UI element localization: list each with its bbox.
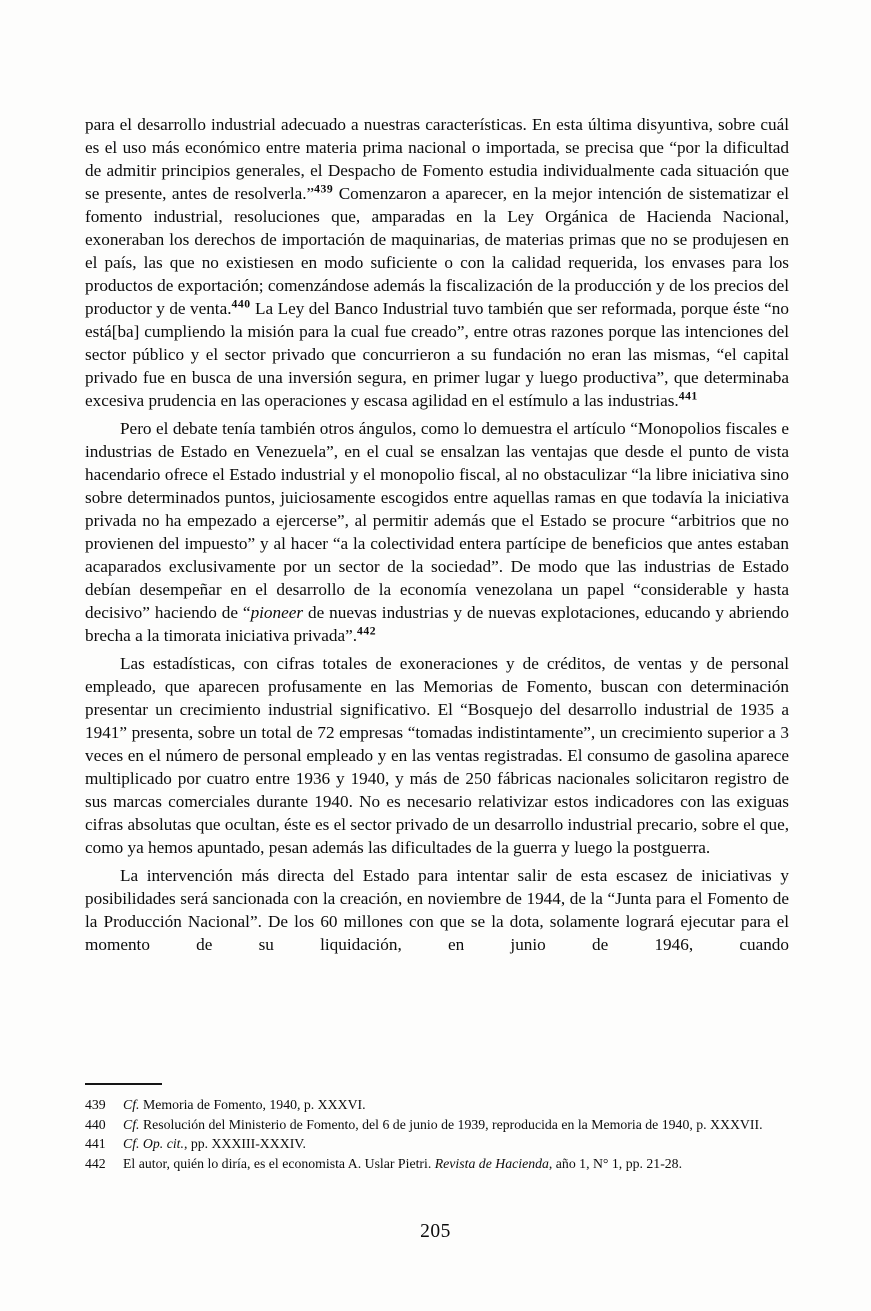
footnote-text <box>123 1134 792 1154</box>
footnote-text <box>123 1154 792 1174</box>
text-run: La Ley del Banco Industrial tuvo también que ser reformada, porque éste “no está[ba] cumpliendo la misión para la cual fue creado”, entre otras razones porque las intenciones del sector público y el sector privado que concurrieron a su fundación no eran las mismas, “el capital privado fue en busca de una inversión segura, en primer lugar y luego productiva”, que determinaba excesiva prudencia en las operaciones y escasa agilidad en el estímulo a las industrias. <box>85 299 789 410</box>
footnote-item <box>85 1134 792 1154</box>
footnote-ref: 441 <box>678 389 698 403</box>
text-run: para el desarrollo industrial adecuado a nuestras características. En esta última disyuntiva, sobre cuál es el uso más económico entre materia prima nacional o importada, se precisa que “por la dificultad de admitir principios generales, el Despacho de Fomento estudia individualmente cada situación que se presente, antes de resolverla.” <box>85 115 789 203</box>
paragraph <box>85 652 789 859</box>
footnote-ref: 439 <box>314 182 334 196</box>
footnote-number: 440 <box>85 1116 106 1132</box>
footnote-item <box>85 1154 792 1174</box>
text-run: , pp. XXXIII-XXXIV. <box>183 1136 306 1151</box>
paragraph <box>85 864 789 956</box>
footnote-number: 441 <box>85 1136 106 1151</box>
footnote-divider <box>85 1083 162 1085</box>
text-run: Comenzaron a aparecer, en la mejor intención de sistematizar el fomento industrial, resoluciones que, amparadas en la Ley Orgánica de Hacienda Nacional, exoneraban los derechos de importación de maquinarias, de materias primas que no se produjesen en el país, las que no existiesen en modo suficiente o con la calidad requerida, los envases para los productos de exportación; comenzándose además la fiscalización de la producción y de los precios del productor y de venta. <box>85 184 789 318</box>
footnote-list <box>85 1095 792 1173</box>
footnote-item <box>85 1115 792 1135</box>
footnote-ref: 440 <box>231 297 251 311</box>
page-number: 205 <box>420 1221 451 1242</box>
text-run: de nuevas industrias y de nuevas explotaciones, educando y abriendo brecha a la timorata iniciativa privada”. <box>85 603 789 645</box>
text-run: , año 1, N° 1, pp. 21-28. <box>548 1155 683 1171</box>
paragraph <box>85 417 789 647</box>
footnote-text <box>123 1095 792 1115</box>
italic-text: pioneer <box>250 603 304 622</box>
footnote-number: 442 <box>85 1155 106 1171</box>
text-run: El autor, quién lo diría, es el economista A. Uslar Pietri. <box>123 1155 435 1171</box>
italic-text: Cf. <box>123 1097 140 1112</box>
body-paragraphs <box>85 113 789 961</box>
footnote-ref: 442 <box>357 624 377 638</box>
italic-text: Cf. <box>123 1116 140 1132</box>
italic-text: Revista de Hacienda <box>434 1155 549 1171</box>
text-run: La intervención más directa del Estado para intentar salir de esta escasez de iniciativas y posibilidades será sancionada con la creación, en noviembre de 1944, de la “Junta para el Fomento de la Producción Nacional”. De los 60 millones con que se la dota, solamente logrará ejecutar para el momento de su liquidación, en junio de 1946, cuando <box>85 866 789 954</box>
text-run: Memoria de Fomento, 1940, p. XXXVI. <box>139 1097 366 1112</box>
text-run: Resolución del Ministerio de Fomento, del 6 de junio de 1939, reproducida en la Memoria de 1940, p. XXXVII. <box>139 1116 763 1132</box>
footnote-number: 439 <box>85 1097 106 1112</box>
paragraph <box>85 113 789 412</box>
footnote-item <box>85 1095 792 1115</box>
italic-text: Cf. Op. cit. <box>123 1136 184 1151</box>
text-run: Pero el debate tenía también otros ángulos, como lo demuestra el artículo “Monopolios fiscales e industrias de Estado en Venezuela”, en el cual se ensalzan las ventajas que desde el punto de vista hacendario ofrece el Estado industrial y el monopolio fiscal, al no obstaculizar “la libre iniciativa sino sobre determinados puntos, juiciosamente escogidos entre aquellas ramas en que todavía la iniciativa privada no ha empezado a ejercerse”, al permitir además que el Estado se procure “arbitrios que no provienen del impuesto” y al hacer “a la colectividad entera partícipe de beneficios que antes estaban acaparados exclusivamente por un sector de la sociedad”. De modo que las industrias de Estado debían desempeñar en el desarrollo de la economía venezolana un papel “considerable y hasta decisivo” haciendo de “ <box>85 419 789 622</box>
footnote-text <box>123 1115 792 1135</box>
footnotes-section <box>85 1083 792 1173</box>
text-run: Las estadísticas, con cifras totales de exoneraciones y de créditos, de ventas y de personal empleado, que aparecen profusamente en las Memorias de Fomento, buscan con determinación presentar un crecimiento industrial significativo. El “Bosquejo del desarrollo industrial de 1935 a 1941” presenta, sobre un total de 72 empresas “tomadas indistintamente”, un crecimiento superior a 3 veces en el número de personal empleado y en las ventas registradas. El consumo de gasolina aparece multiplicado por cuatro entre 1936 y 1940, y más de 250 fábricas nacionales solicitaron registro de sus marcas comerciales durante 1940. No es necesario relativizar estos indicadores con las exiguas cifras absolutas que ocultan, éste es el sector privado de un desarrollo industrial precario, sobre el que, como ya hemos apuntado, pesan además las dificultades de la guerra y luego la postguerra. <box>85 654 789 857</box>
